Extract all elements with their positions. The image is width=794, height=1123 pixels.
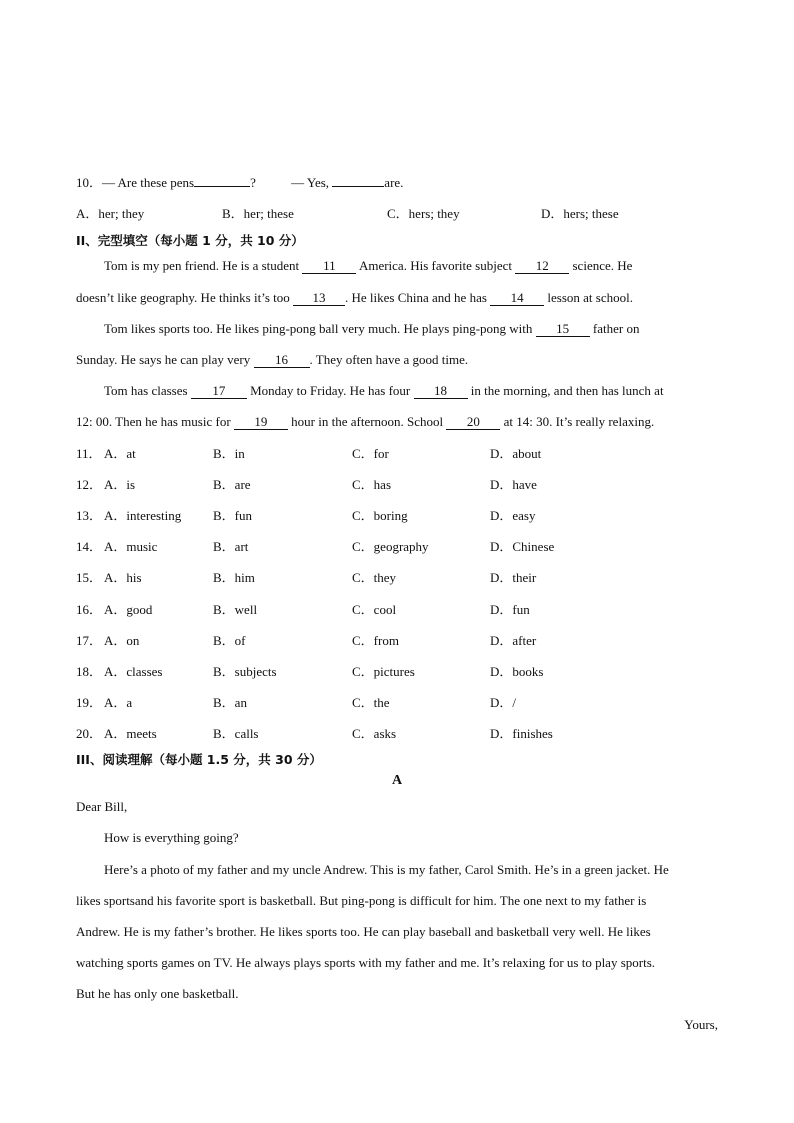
blank-18[interactable]: 18 [414,384,468,399]
question-text: ? [250,175,256,190]
passage-text: science. He [572,258,633,273]
option-c[interactable]: C．the [352,694,390,710]
option-a[interactable]: A．at [104,446,136,461]
passage-text: lesson at school. [547,290,633,305]
option-c[interactable]: C．for [352,446,389,461]
part-label: A [391,773,403,788]
option-b[interactable]: B．calls [213,725,259,741]
passage-line [76,414,654,430]
option-a[interactable]: A．classes [104,663,163,679]
option-a[interactable]: A．is [104,477,136,493]
question-number: 14． [76,539,103,555]
passage-text: father on [592,321,640,336]
option-d[interactable]: D．after [490,632,537,648]
letter-greeting: Dear Bill, [76,799,128,814]
letter-closing: Yours, [684,1017,718,1032]
option-c[interactable]: C．asks [352,725,397,741]
blank-16[interactable]: 16 [254,353,310,368]
option-a[interactable]: A．music [104,539,158,555]
option-b[interactable]: B．of [213,632,246,648]
passage-text: 12: 00. Then he has music for [76,414,231,429]
option-d[interactable]: D．have [490,477,537,493]
question-number: 13． [76,508,103,524]
section-heading: III、阅读理解（每小题 1.5 分，共 30 分） [76,752,322,767]
passage-text: in the morning, and then has lunch at [470,383,664,398]
question-10 [76,175,403,191]
option-d[interactable]: D．fun [490,601,530,617]
passage-text: . He likes China and he has [345,290,487,305]
option-a[interactable]: A．her; they [76,206,145,221]
passage-line [76,352,468,368]
blank-15[interactable]: 15 [536,322,590,337]
passage-text: . They often have a good time. [309,352,469,367]
letter-line: Here’s a photo of my father and my uncle Andrew. This is my father, Carol Smith. He’s in a green jacket. He [104,862,669,877]
option-c[interactable]: C．they [352,570,397,586]
question-text: are. [384,175,404,190]
option-a[interactable]: A．on [104,632,140,648]
question-number: 18． [76,663,103,679]
passage-text: hour in the afternoon. School [291,414,444,429]
blank-13[interactable]: 13 [293,291,345,306]
option-a[interactable]: A．a [104,694,133,710]
passage-text: Tom is my pen friend. He is a student [104,258,300,273]
blank-17[interactable]: 17 [191,384,247,399]
section-heading: II、完型填空（每小题 1 分，共 10 分） [76,233,304,248]
option-d[interactable]: D．Chinese [490,539,555,555]
option-b[interactable]: B．subjects [213,663,277,679]
question-text: — Yes, [291,175,330,190]
passage-text: Tom has classes [104,383,188,398]
blank-19[interactable]: 19 [234,415,288,430]
option-b[interactable]: B．an [213,694,247,710]
blank-20[interactable]: 20 [446,415,500,430]
option-b[interactable]: B．art [213,539,249,555]
option-b[interactable]: B．fun [213,508,253,524]
passage-text: Sunday. He says he can play very [76,352,251,367]
passage-line [76,290,633,306]
option-c[interactable]: C．has [352,477,392,493]
question-number: 20． [76,725,103,741]
passage-line [104,258,632,274]
option-a[interactable]: A．interesting [104,508,182,524]
answer-blank[interactable] [332,186,384,187]
option-d[interactable]: D．their [490,570,537,586]
blank-11[interactable]: 11 [302,259,356,274]
letter-line: likes sportsand his favorite sport is basketball. But ping-pong is difficult for him. The one next to my father is [76,893,647,908]
option-c[interactable]: C．from [352,632,399,648]
passage-text: Tom likes sports too. He likes ping-pong ball very much. He plays ping-pong with [104,321,533,336]
option-b[interactable]: B．him [213,570,255,586]
option-b[interactable]: B．are [213,477,251,493]
blank-14[interactable]: 14 [490,291,544,306]
passage-line [104,383,664,399]
question-number: 12． [76,477,103,493]
letter-line: Andrew. He is my father’s brother. He likes sports too. He can play baseball and basketball very well. He likes [76,924,651,939]
option-c[interactable]: C．cool [352,601,397,617]
passage-text: doesn’t like geography. He thinks it’s too [76,290,290,305]
letter-line: How is everything going? [104,830,239,845]
option-c[interactable]: C．boring [352,508,408,524]
question-text: — Are these pens [102,175,195,190]
option-d[interactable]: D．about [490,446,542,461]
option-d[interactable]: D．/ [490,694,517,710]
option-c[interactable]: C．geography [352,539,429,555]
blank-12[interactable]: 12 [515,259,569,274]
question-number: 16． [76,601,103,617]
question-number: 17． [76,632,103,648]
passage-line [104,321,639,337]
option-b[interactable]: B．in [213,446,245,461]
option-a[interactable]: A．good [104,601,153,617]
option-c[interactable]: C．pictures [352,663,415,679]
option-d[interactable]: D．finishes [490,725,553,741]
passage-text: America. His favorite subject [358,258,512,273]
option-d[interactable]: D．books [490,663,544,679]
option-d[interactable]: D．hers; these [541,206,619,221]
question-number: 19． [76,694,103,710]
option-c[interactable]: C．hers; they [387,206,460,221]
option-d[interactable]: D．easy [490,508,536,524]
option-a[interactable]: A．meets [104,725,157,741]
question-number: 10． [76,175,103,190]
question-number: 11． [76,446,102,461]
option-b[interactable]: B．well [213,601,258,617]
option-a[interactable]: A．his [104,570,142,586]
letter-line: But he has only one basketball. [76,986,239,1001]
question-number: 15． [76,570,103,586]
answer-blank[interactable] [194,186,250,187]
letter-line: watching sports games on TV. He always plays sports with my father and me. It’s relaxing for us to play sports. [76,955,656,970]
option-b[interactable]: B．her; these [222,206,294,221]
passage-text: Monday to Friday. He has four [250,383,411,398]
passage-text: at 14: 30. It’s really relaxing. [503,414,655,429]
